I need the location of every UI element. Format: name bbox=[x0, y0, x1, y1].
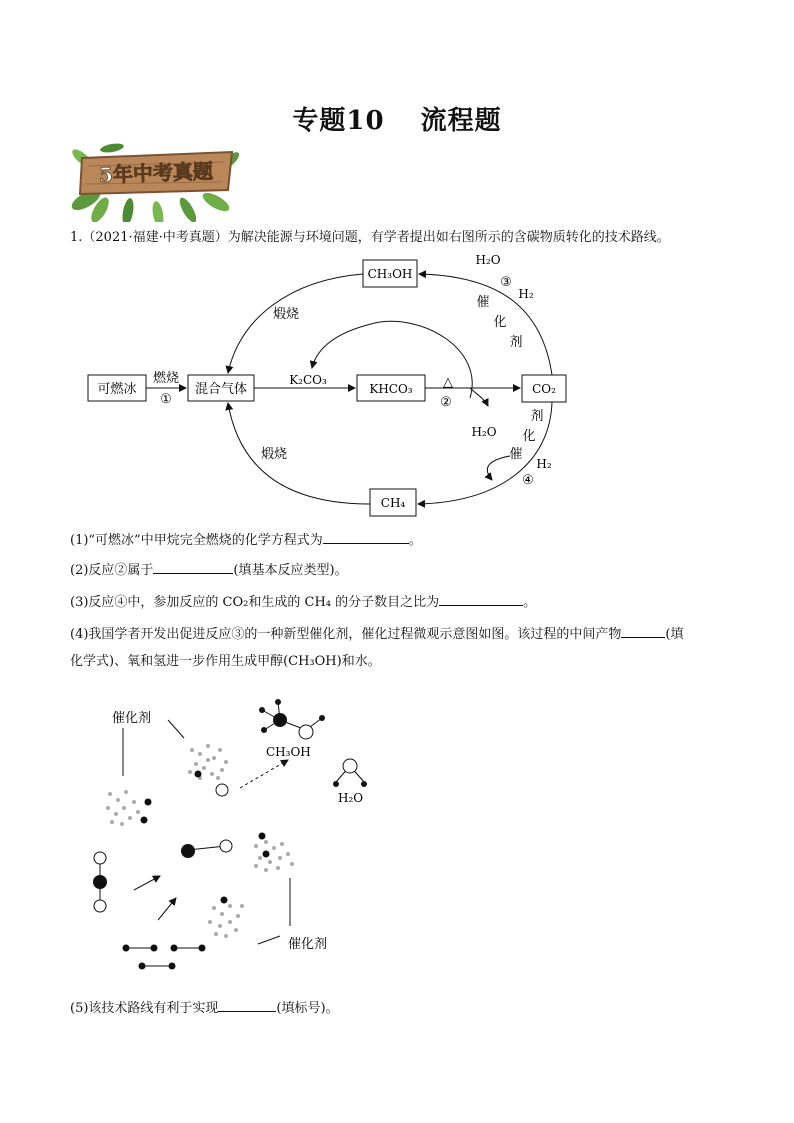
sub4-line1-end: (填 bbox=[665, 627, 684, 642]
label-catalyst-top-3: 剂 bbox=[509, 335, 523, 350]
sub4-line1: (4)我国学者开发出促进反应③的一种新型催化剂，催化过程微观示意图如图。该过程的中间产物 bbox=[70, 627, 622, 642]
label-h2-top: H₂ bbox=[518, 287, 534, 301]
water-molecule bbox=[333, 759, 367, 787]
sub2-text: (2)反应②属于 bbox=[70, 563, 154, 578]
arrow-ch4-to-mixed bbox=[228, 403, 370, 504]
label-k2co3: K₂CO₃ bbox=[289, 373, 327, 387]
node-mixed: 混合气体 bbox=[194, 382, 248, 397]
label-heat: △ bbox=[443, 375, 453, 390]
catalyst-cluster-right bbox=[254, 840, 294, 872]
sub-question-2 bbox=[70, 560, 730, 581]
label-burn: 燃烧 bbox=[152, 371, 180, 386]
label-calcine-top: 煅烧 bbox=[272, 307, 300, 322]
co2-molecule bbox=[93, 852, 107, 912]
sub-question-3 bbox=[70, 592, 730, 613]
answer-blank-3[interactable] bbox=[439, 592, 523, 606]
h2-molecules bbox=[123, 945, 205, 969]
badge-text: 5年中考真题 bbox=[98, 159, 214, 187]
arrow-methanol-to-mixed bbox=[228, 274, 363, 373]
label-catalyst-top-2: 化 bbox=[493, 315, 507, 330]
sub-question-1 bbox=[70, 530, 730, 551]
answer-blank-2[interactable] bbox=[153, 560, 233, 574]
sub1-end: 。 bbox=[408, 533, 422, 548]
catalyst-cluster-left bbox=[106, 790, 140, 826]
question-intro: 1.（2021·福建·中考真题）为解决能源与环境问题，有学者提出如右图所示的含碳物质转化的技术路线。 bbox=[70, 230, 670, 245]
label-catalyst-top-1: 催 bbox=[476, 295, 490, 310]
label-catalyst-right-2: 化 bbox=[522, 429, 536, 444]
node-ch4: CH₄ bbox=[380, 496, 406, 510]
methanol-molecule bbox=[259, 699, 325, 739]
micro-ch3oh: CH₃OH bbox=[266, 745, 311, 759]
sub-question-4-cont: 化学式)、氧和氢进一步作用生成甲醇(CH₃OH)和水。 bbox=[70, 654, 381, 669]
label-h2o-top: H₂O bbox=[475, 253, 501, 267]
sub-question-5 bbox=[70, 998, 730, 1019]
sub3-text: (3)反应④中，参加反应的 CO₂和生成的 CH₄ 的分子数目之比为 bbox=[70, 595, 440, 610]
node-methanol: CH₃OH bbox=[367, 267, 413, 281]
node-ice: 可燃冰 bbox=[97, 382, 137, 397]
catalyst-cluster-bottom bbox=[208, 904, 244, 938]
co-intermediate bbox=[181, 840, 232, 858]
label-h2-bottom: H₂ bbox=[536, 457, 552, 471]
micro-diagram bbox=[80, 698, 400, 980]
label-catalyst-right-3: 催 bbox=[509, 447, 523, 462]
title-topic: 专题10 bbox=[292, 106, 385, 136]
micro-catalyst-top: 催化剂 bbox=[112, 711, 152, 726]
flow-diagram bbox=[80, 248, 580, 523]
page-title bbox=[0, 100, 794, 137]
label-step1: ① bbox=[160, 392, 172, 407]
sub5-end: (填标号)。 bbox=[276, 1001, 339, 1016]
node-khco3: KHCO₃ bbox=[369, 382, 413, 396]
title-name: 流程题 bbox=[420, 106, 502, 136]
answer-blank-5[interactable] bbox=[218, 998, 276, 1012]
label-step4: ④ bbox=[522, 473, 534, 488]
answer-blank-4[interactable] bbox=[621, 624, 665, 638]
label-h2o-bottom: H₂O bbox=[471, 425, 497, 439]
arrow-h2o-branch-bottom bbox=[487, 456, 510, 480]
sub5-text: (5)该技术路线有利于实现 bbox=[70, 1001, 219, 1016]
label-step2: ② bbox=[440, 395, 452, 410]
node-co2: CO₂ bbox=[532, 382, 556, 396]
micro-h2o: H₂O bbox=[338, 791, 364, 805]
sub3-end: 。 bbox=[523, 595, 537, 610]
label-calcine-bottom: 煅烧 bbox=[260, 447, 288, 462]
label-catalyst-right-1: 剂 bbox=[530, 409, 544, 424]
section-badge bbox=[68, 140, 244, 222]
sub2-end: (填基本反应类型)。 bbox=[233, 563, 348, 578]
arrow-h2o-branch-top bbox=[470, 388, 488, 406]
label-step3: ③ bbox=[500, 275, 512, 290]
micro-catalyst-bottom: 催化剂 bbox=[288, 937, 328, 952]
answer-blank-1[interactable] bbox=[323, 530, 409, 544]
sub1-text: (1)“可燃冰”中甲烷完全燃烧的化学方程式为 bbox=[70, 533, 323, 548]
catalyst-cluster-top bbox=[188, 744, 228, 780]
sub-question-4 bbox=[70, 624, 730, 645]
